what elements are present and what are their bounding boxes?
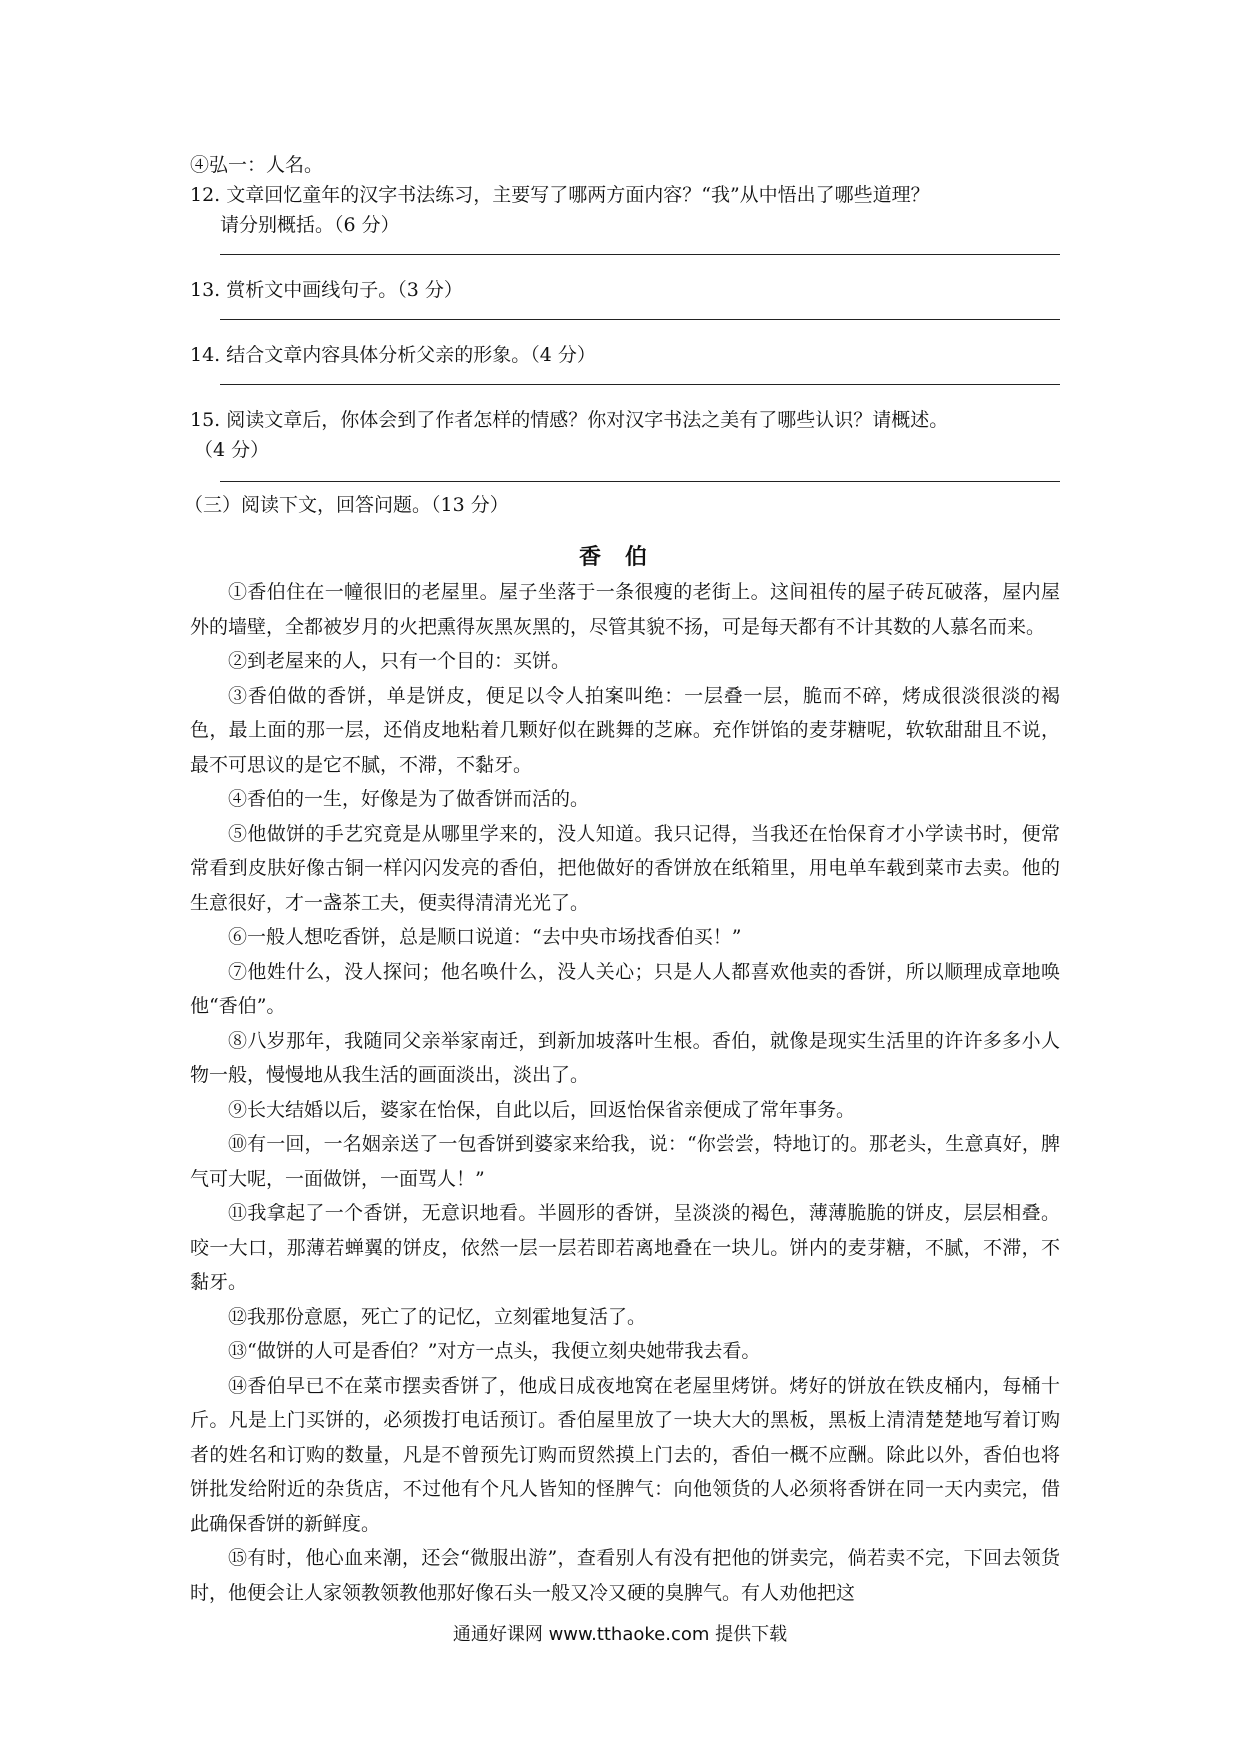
answer-line-15[interactable]	[220, 481, 1060, 482]
paragraph-8: ⑧八岁那年，我随同父亲举家南迁，到新加坡落叶生根。香伯，就像是现实生活里的许许多多小人物一般，慢慢地从我生活的画面淡出，淡出了。	[190, 1029, 1060, 1086]
paragraph-14: ⑭香伯早已不在菜市摆卖香饼了，他成日成夜地窝在老屋里烤饼。烤好的饼放在铁皮桶内，每桶十斤。凡是上门买饼的，必须拨打电话预订。香伯屋里放了一块大大的黑板，黑板上清清楚楚地写着订购者的姓名和订购的数量，凡是不曾预先订购而贸然摸上门去的，香伯一概不应酬。除此以外，香伯也将饼批发给附近的杂货店，不过他有个凡人皆知的怪脾气：向他领货的人必须将香饼在同一天内卖完，借此确保香饼的新鲜度。	[190, 1374, 1060, 1535]
question-14: 14. 结合文章内容具体分析父亲的形象。（4 分）	[190, 344, 596, 366]
section-heading: （三）阅读下文，回答问题。（13 分）	[184, 494, 509, 516]
article-body	[190, 575, 1060, 1610]
question-15: 15. 阅读文章后，你体会到了作者怎样的情感？你对汉字书法之美有了哪些认识？请概述。	[190, 409, 949, 431]
paragraph-11: ⑪我拿起了一个香饼，无意识地看。半圆形的香饼，呈淡淡的褐色，薄薄脆脆的饼皮，层层相叠。咬一大口，那薄若蝉翼的饼皮，依然一层一层若即若离地叠在一块儿。饼内的麦芽糖，不腻，不滞，不黏牙。	[190, 1202, 1060, 1293]
paragraph-13: ⑬“做饼的人可是香伯？”对方一点头，我便立刻央她带我去看。	[228, 1340, 761, 1362]
question-12: 12. 文章回忆童年的汉字书法练习，主要写了哪两方面内容？“我”从中悟出了哪些道理？	[190, 184, 930, 206]
paragraph-7: ⑦他姓什么，没人探问；他名唤什么，没人关心；只是人人都喜欢他卖的香饼，所以顺理成章地唤他“香伯”。	[190, 960, 1060, 1017]
document-page	[184, 150, 1060, 1610]
paragraph-6: ⑥一般人想吃香饼，总是顺口说道：“去中央市场找香伯买！”	[228, 926, 742, 948]
paragraph-9: ⑨长大结婚以后，婆家在怡保，自此以后，回返怡保省亲便成了常年事务。	[228, 1098, 856, 1121]
paragraph-5: ⑤他做饼的手艺究竟是从哪里学来的，没人知道。我只记得，当我还在怡保育才小学读书时，便常常看到皮肤好像古铜一样闪闪发亮的香伯，把他做好的香饼放在纸箱里，用电单车载到菜市去卖。他的生意很好，才一盏茶工夫，便卖得清清光光了。	[190, 822, 1060, 914]
paragraph-10: ⑩有一回，一名姻亲送了一包香饼到婆家来给我，说：“你尝尝，特地订的。那老头，生意真好，脾气可大呢，一面做饼，一面骂人！”	[190, 1133, 1060, 1190]
article-title: 香伯	[578, 544, 671, 570]
paragraph-15: ⑮有时，他心血来潮，还会“微服出游”，查看别人有没有把他的饼卖完，倘若卖不完，下回去领货时，他便会让人家领教领教他那好像石头一般又冷又硬的臭脾气。有人劝他把这	[190, 1547, 1060, 1604]
paragraph-12: ⑫我那份意愿，死亡了的记忆，立刻霍地复活了。	[228, 1305, 647, 1328]
paragraph-1: ①香伯住在一幢很旧的老屋里。屋子坐落于一条很瘦的老街上。这间祖传的屋子砖瓦破落，屋内屋外的墙壁，全都被岁月的火把熏得灰黑灰黑的，尽管其貌不扬，可是每天都有不计其数的人慕名而来。	[190, 581, 1060, 638]
page-footer: 通通好课网 www.tthaoke.com 提供下载	[452, 1624, 788, 1645]
answer-line-12[interactable]	[220, 254, 1060, 255]
question-12-cont: 请分别概括。（6 分）	[220, 214, 400, 236]
paragraph-2: ②到老屋来的人，只有一个目的：买饼。	[228, 650, 571, 672]
paragraph-4: ④香伯的一生，好像是为了做香饼而活的。	[228, 788, 590, 810]
answer-line-14[interactable]	[220, 384, 1060, 385]
question-15-cont: （4 分）	[194, 439, 270, 461]
question-13: 13. 赏析文中画线句子。（3 分）	[190, 279, 463, 301]
answer-line-13[interactable]	[220, 319, 1060, 320]
paragraph-3: ③香伯做的香饼，单是饼皮，便足以令人拍案叫绝：一层叠一层，脆而不碎，烤成很淡很淡的褐色，最上面的那一层，还俏皮地粘着几颗好似在跳舞的芝麻。充作饼馅的麦芽糖呢，软软甜甜且不说，最不可思议的是它不腻，不滞，不黏牙。	[190, 684, 1060, 776]
footnote-4: ④弘一：人名。	[190, 154, 324, 176]
